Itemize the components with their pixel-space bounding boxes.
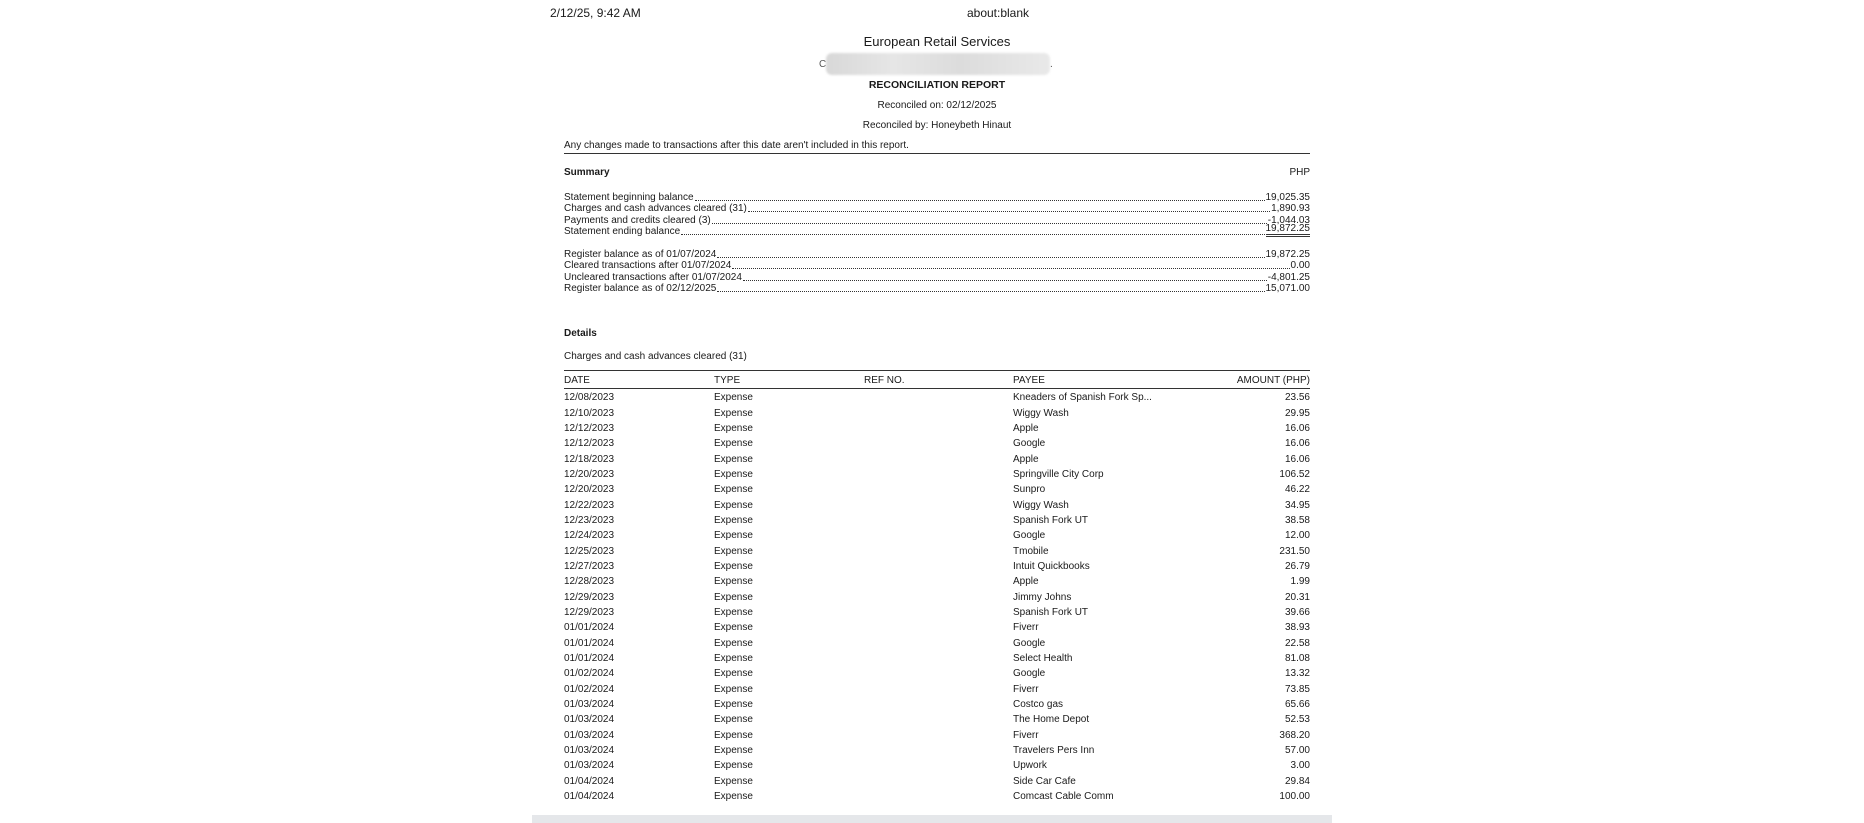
cell-type: Expense [714, 668, 753, 680]
cell-amount: 16.06 [1284, 438, 1310, 450]
cell-type: Expense [714, 499, 753, 511]
table-row [564, 589, 1310, 604]
table-row [564, 712, 1310, 727]
table-row [564, 636, 1310, 651]
cell-payee: Fiverr [1013, 622, 1039, 634]
report-note: Any changes made to transactions after this date aren't included in this report. [564, 140, 1310, 154]
table-row [564, 697, 1310, 712]
cell-type: Expense [714, 637, 753, 649]
cell-ref [864, 589, 1013, 604]
cell-type: Expense [714, 591, 753, 603]
summary-row-amount: 0.00 [1290, 260, 1310, 271]
cell-type: Expense [714, 407, 753, 419]
cell-ref [864, 682, 1013, 697]
cell-payee: Side Car Cafe [1013, 775, 1076, 787]
cell-type: Expense [714, 760, 753, 772]
cell-payee: Wiggy Wash [1013, 407, 1069, 419]
cell-amount: 16.06 [1284, 453, 1310, 465]
cell-type: Expense [714, 392, 753, 404]
summary-row-amount: 19,872.25 [1265, 248, 1310, 260]
summary-row-label: Cleared transactions after 01/07/2024 [564, 260, 732, 271]
cell-date: 01/04/2024 [564, 791, 615, 803]
cell-ref [864, 605, 1013, 620]
cell-ref [864, 728, 1013, 743]
cell-amount: 368.20 [1279, 729, 1310, 741]
summary-row-label: Statement ending balance [564, 226, 681, 237]
table-row [564, 605, 1310, 620]
cell-type: Expense [714, 468, 753, 480]
cell-amount: 38.58 [1284, 514, 1310, 526]
cell-date: 12/20/2023 [564, 468, 615, 480]
cell-ref [864, 482, 1013, 497]
cell-payee: Tmobile [1013, 545, 1049, 557]
cell-type: Expense [714, 775, 753, 787]
cell-ref [864, 543, 1013, 558]
cell-amount: 26.79 [1284, 560, 1310, 572]
horizontal-scrollbar[interactable] [532, 815, 1332, 823]
table-row [564, 497, 1310, 512]
cell-payee: Costco gas [1013, 699, 1064, 711]
cell-payee: Comcast Cable Comm [1013, 791, 1114, 803]
cell-ref [864, 712, 1013, 727]
table-row [564, 389, 1310, 406]
table-row [564, 543, 1310, 558]
cell-date: 01/01/2024 [564, 637, 615, 649]
summary-row [564, 260, 1310, 272]
cell-ref [864, 436, 1013, 451]
summary-label: Summary [564, 167, 610, 178]
cell-type: Expense [714, 422, 753, 434]
cell-ref [864, 743, 1013, 758]
cell-type: Expense [714, 514, 753, 526]
summary-row [564, 191, 1310, 203]
cell-date: 12/22/2023 [564, 499, 615, 511]
statement-summary [564, 191, 1310, 237]
table-row [564, 467, 1310, 482]
cell-date: 01/01/2024 [564, 653, 615, 665]
table-row [564, 528, 1310, 543]
cell-date: 12/12/2023 [564, 422, 615, 434]
cell-ref [864, 697, 1013, 712]
cell-ref [864, 421, 1013, 436]
currency-label: PHP [1289, 167, 1310, 178]
cell-type: Expense [714, 453, 753, 465]
summary-row [564, 214, 1310, 226]
summary-row-amount: 19,025.35 [1265, 191, 1310, 203]
cell-ref [864, 467, 1013, 482]
cell-amount: 1.99 [1290, 576, 1310, 588]
cell-payee: Intuit Quickbooks [1013, 560, 1090, 572]
cell-ref [864, 651, 1013, 666]
table-row [564, 682, 1310, 697]
col-amount: AMOUNT (PHP) [1173, 371, 1310, 389]
cell-ref [864, 389, 1013, 406]
cell-ref [864, 528, 1013, 543]
summary-row-label: Register balance as of 01/07/2024 [564, 248, 717, 260]
transactions-body [564, 389, 1310, 805]
cell-amount: 29.84 [1284, 775, 1310, 787]
print-timestamp: 2/12/25, 9:42 AM [550, 6, 641, 20]
table-row [564, 620, 1310, 635]
details-label: Details [564, 328, 597, 339]
col-ref: REF NO. [864, 371, 1013, 389]
cell-date: 12/20/2023 [564, 484, 615, 496]
cell-amount: 12.00 [1284, 530, 1310, 542]
cell-ref [864, 636, 1013, 651]
table-row [564, 651, 1310, 666]
summary-row [564, 271, 1310, 283]
cell-payee: Select Health [1013, 653, 1073, 665]
summary-row-amount: -1,044.03 [1267, 214, 1310, 226]
cell-type: Expense [714, 560, 753, 572]
cell-type: Expense [714, 729, 753, 741]
redacted-suffix: . [1050, 59, 1053, 70]
cell-date: 12/18/2023 [564, 453, 615, 465]
cell-ref [864, 758, 1013, 773]
cell-ref [864, 451, 1013, 466]
table-header-row [564, 371, 1310, 389]
cell-date: 01/02/2024 [564, 683, 615, 695]
table-row [564, 482, 1310, 497]
cell-amount: 100.00 [1279, 791, 1310, 803]
cell-ref [864, 620, 1013, 635]
cell-amount: 231.50 [1279, 545, 1310, 557]
table-row [564, 774, 1310, 789]
cell-date: 01/04/2024 [564, 775, 615, 787]
table-row [564, 789, 1310, 804]
summary-row-label: Payments and credits cleared (3) [564, 214, 711, 226]
table-row [564, 513, 1310, 528]
cell-ref [864, 405, 1013, 420]
cell-type: Expense [714, 714, 753, 726]
cell-ref [864, 789, 1013, 804]
table-row [564, 666, 1310, 681]
cell-type: Expense [714, 576, 753, 588]
table-row [564, 743, 1310, 758]
cell-amount: 46.22 [1284, 484, 1310, 496]
summary-header [564, 167, 1310, 178]
summary-row-amount: 15,071.00 [1265, 283, 1310, 294]
cell-date: 12/27/2023 [564, 560, 615, 572]
cell-type: Expense [714, 606, 753, 618]
cell-amount: 57.00 [1284, 745, 1310, 757]
table-row [564, 758, 1310, 773]
summary-row-amount: 1,890.93 [1271, 203, 1310, 214]
details-subheading: Charges and cash advances cleared (31) [564, 351, 747, 362]
cell-date: 12/25/2023 [564, 545, 615, 557]
summary-row-label: Charges and cash advances cleared (31) [564, 203, 747, 214]
cell-payee: Spanish Fork UT [1013, 606, 1089, 618]
cell-payee: Kneaders of Spanish Fork Sp... [1013, 392, 1152, 404]
table-row [564, 421, 1310, 436]
cell-date: 12/29/2023 [564, 591, 615, 603]
cell-amount: 106.52 [1279, 468, 1310, 480]
cell-ref [864, 513, 1013, 528]
cell-payee: Fiverr [1013, 683, 1039, 695]
report-title: RECONCILIATION REPORT [868, 79, 1006, 91]
cell-date: 01/03/2024 [564, 729, 615, 741]
summary-row-ending [564, 223, 1310, 238]
cell-payee: Apple [1013, 422, 1039, 434]
summary-row-label: Uncleared transactions after 01/07/2024 [564, 271, 742, 283]
cell-type: Expense [714, 699, 753, 711]
cell-payee: Google [1013, 438, 1046, 450]
cell-payee: Google [1013, 637, 1046, 649]
cell-date: 01/03/2024 [564, 714, 615, 726]
cell-type: Expense [714, 622, 753, 634]
cell-amount: 20.31 [1284, 591, 1310, 603]
cell-date: 01/03/2024 [564, 745, 615, 757]
cell-date: 01/02/2024 [564, 668, 615, 680]
cell-type: Expense [714, 791, 753, 803]
summary-row-amount: -4,801.25 [1267, 271, 1310, 283]
summary-row-amount: 19,872.25 [1266, 223, 1311, 237]
table-row [564, 451, 1310, 466]
table-row [564, 436, 1310, 451]
cell-payee: Upwork [1013, 760, 1047, 772]
cell-amount: 38.93 [1284, 622, 1310, 634]
cell-ref [864, 559, 1013, 574]
table-row [564, 559, 1310, 574]
summary-row-label: Register balance as of 02/12/2025 [564, 283, 717, 294]
cell-date: 01/01/2024 [564, 622, 615, 634]
table-row [564, 728, 1310, 743]
cell-date: 01/03/2024 [564, 699, 615, 711]
cell-amount: 3.00 [1290, 760, 1310, 772]
col-date: DATE [564, 371, 714, 389]
cell-type: Expense [714, 484, 753, 496]
cell-amount: 34.95 [1284, 499, 1310, 511]
cell-amount: 22.58 [1284, 637, 1310, 649]
cell-payee: Apple [1013, 453, 1039, 465]
cell-payee: Google [1013, 668, 1046, 680]
cell-payee: Jimmy Johns [1013, 591, 1072, 603]
cell-payee: Wiggy Wash [1013, 499, 1069, 511]
cell-ref [864, 497, 1013, 512]
cell-payee: The Home Depot [1013, 714, 1090, 726]
cell-payee: Fiverr [1013, 729, 1039, 741]
cell-payee: Travelers Pers Inn [1013, 745, 1095, 757]
summary-row-label: Statement beginning balance [564, 191, 694, 203]
report-page [564, 34, 1310, 804]
company-name: European Retail Services [863, 34, 1011, 49]
cell-ref [864, 574, 1013, 589]
cell-payee: Google [1013, 530, 1046, 542]
redacted-prefix: C [819, 59, 827, 70]
cell-date: 12/10/2023 [564, 407, 615, 419]
redacted-address [564, 53, 1310, 75]
cell-amount: 52.53 [1284, 714, 1310, 726]
table-row [564, 405, 1310, 420]
cell-date: 01/03/2024 [564, 760, 615, 772]
cell-payee: Sunpro [1013, 484, 1046, 496]
cell-amount: 73.85 [1284, 683, 1310, 695]
cell-amount: 23.56 [1284, 392, 1310, 404]
cell-type: Expense [714, 545, 753, 557]
page-url: about:blank [966, 6, 1030, 20]
cell-date: 12/23/2023 [564, 514, 615, 526]
cell-amount: 16.06 [1284, 422, 1310, 434]
cell-type: Expense [714, 438, 753, 450]
cell-ref [864, 774, 1013, 789]
reconciled-by: Reconciled by: Honeybeth Hinaut [862, 120, 1012, 131]
cell-type: Expense [714, 530, 753, 542]
transactions-table [564, 370, 1310, 804]
cell-amount: 65.66 [1284, 699, 1310, 711]
cell-amount: 39.66 [1284, 606, 1310, 618]
col-type: TYPE [714, 371, 864, 389]
cell-payee: Springville City Corp [1013, 468, 1104, 480]
summary-row [564, 203, 1310, 215]
cell-date: 12/29/2023 [564, 606, 615, 618]
cell-payee: Apple [1013, 576, 1039, 588]
cell-amount: 13.32 [1284, 668, 1310, 680]
cell-date: 12/28/2023 [564, 576, 615, 588]
reconciled-on: Reconciled on: 02/12/2025 [877, 100, 997, 111]
cell-date: 12/12/2023 [564, 438, 615, 450]
cell-amount: 81.08 [1284, 653, 1310, 665]
register-summary [564, 248, 1310, 294]
summary-row [564, 283, 1310, 295]
table-row [564, 574, 1310, 589]
cell-date: 12/24/2023 [564, 530, 615, 542]
summary-row [564, 248, 1310, 260]
cell-date: 12/08/2023 [564, 392, 615, 404]
cell-payee: Spanish Fork UT [1013, 514, 1089, 526]
cell-type: Expense [714, 745, 753, 757]
cell-amount: 29.95 [1284, 407, 1310, 419]
col-payee: PAYEE [1013, 371, 1173, 389]
cell-type: Expense [714, 653, 753, 665]
redaction-blur [826, 53, 1050, 75]
cell-ref [864, 666, 1013, 681]
cell-type: Expense [714, 683, 753, 695]
